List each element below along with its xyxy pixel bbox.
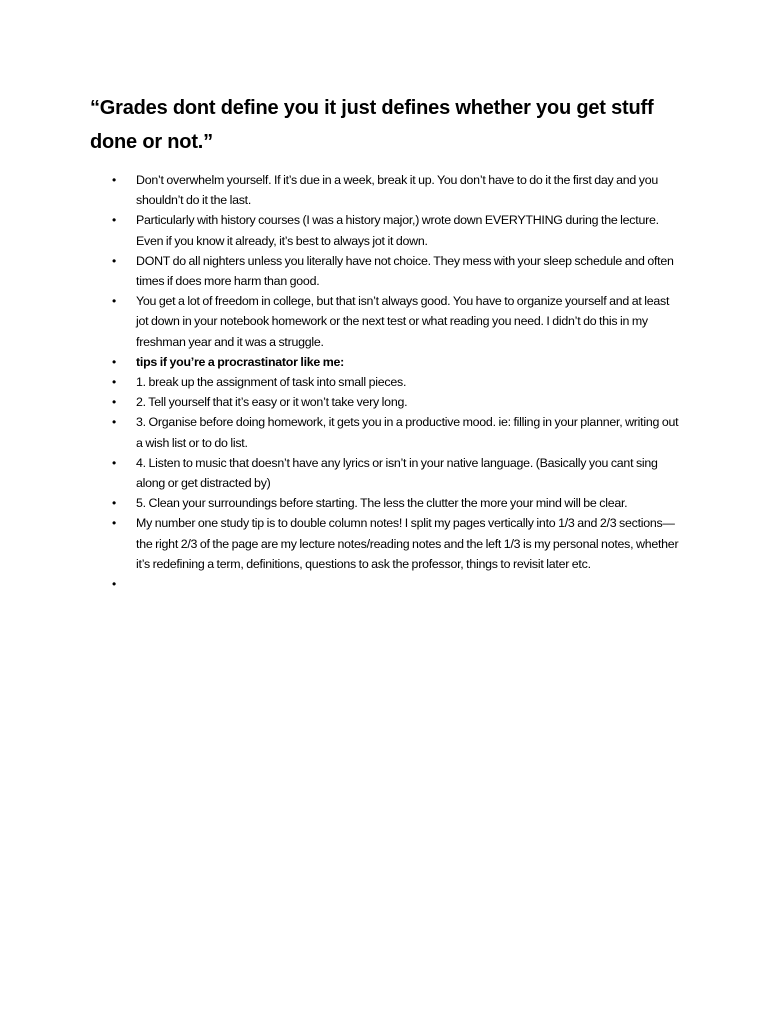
bullet-icon: •	[112, 213, 116, 228]
list-item	[108, 574, 683, 594]
bullet-icon: •	[112, 395, 116, 410]
bullet-icon: •	[112, 455, 116, 470]
bullet-icon: •	[112, 577, 116, 592]
list-item-text: Don’t overwhelm yourself. If it’s due in a week, break it up. You don’t have to do it the first day and you shouldn’t do it the last.	[136, 173, 658, 208]
list-item	[108, 210, 683, 250]
list-item-text: You get a lot of freedom in college, but that isn’t always good. You have to organize yourself and at least jot down in your notebook homework or the next test or what reading you need. I didn’t do this in my freshman year and it was a struggle.	[136, 294, 670, 349]
list-item	[108, 392, 683, 412]
document-title: “Grades dont define you it just defines whether you get stuff done or not.”	[90, 97, 654, 153]
list-item	[108, 352, 683, 372]
list-item-text: 1. break up the assignment of task into small pieces.	[136, 375, 407, 390]
list-item	[108, 372, 683, 392]
bullet-icon: •	[112, 516, 116, 531]
bullet-icon: •	[112, 415, 116, 430]
bullet-icon: •	[112, 173, 116, 187]
bullet-icon: •	[112, 496, 116, 511]
list-item-text: 3. Organise before doing homework, it gets you in a productive mood. ie: filling in your planner, writing out a wish list or to do list.	[136, 415, 679, 450]
list-item	[108, 453, 683, 493]
bullet-icon: •	[112, 294, 116, 309]
list-item	[108, 493, 683, 513]
list-item-text: 5. Clean your surroundings before starting. The less the clutter the more your mind will be clear.	[136, 496, 628, 511]
bullet-icon: •	[112, 375, 116, 390]
bullet-icon: •	[112, 354, 116, 369]
list-item	[108, 291, 683, 352]
list-item	[108, 412, 683, 452]
bullet-icon: •	[112, 253, 116, 268]
tips-list	[108, 170, 683, 594]
list-item-text: Particularly with history courses (I was a history major,) wrote down EVERYTHING during the lecture. Even if you know it already, it’s best to always jot it down.	[136, 213, 659, 248]
list-item-text: 2. Tell yourself that it’s easy or it won’t take very long.	[136, 395, 408, 410]
list-item-text: 4. Listen to music that doesn’t have any lyrics or isn’t in your native language. (Basically you cant sing along or get distracted by)	[136, 455, 658, 491]
list-item-text: tips if you’re a procrastinator like me:	[136, 354, 345, 369]
list-item-text: DONT do all nighters unless you literally have not choice. They mess with your sleep schedule and often times if does more harm than good.	[136, 253, 674, 289]
list-item-text: My number one study tip is to double column notes! I split my pages vertically into 1/3 and 2/3 sections—the right 2/3 of the page are my lecture notes/reading notes and the left 1/3 is my personal notes, whether it’s redefining a term, definitions, questions to ask the professor, things to revisit later etc.	[136, 516, 679, 571]
list-item	[108, 513, 683, 574]
list-item	[108, 251, 683, 291]
list-item	[108, 170, 683, 210]
